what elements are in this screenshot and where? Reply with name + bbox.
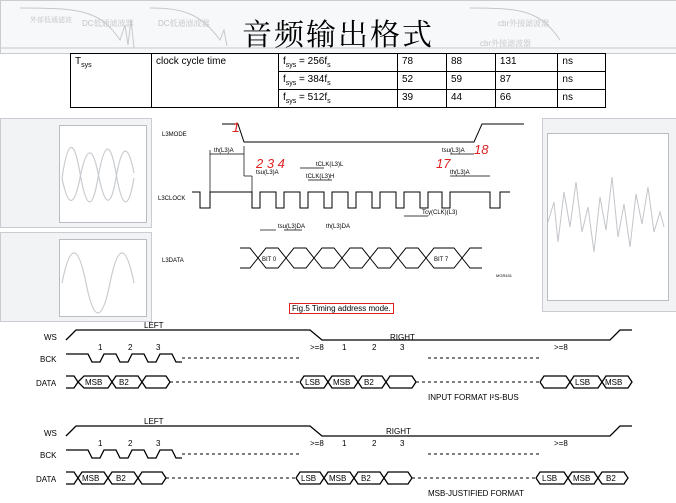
condition-cell: $f_{sys} = 512f_s$ — [279, 90, 398, 108]
figure-code: MGR431 — [496, 273, 513, 278]
bg-label-4: cbr外接滤波器 — [498, 19, 550, 28]
msbj-b2-1: B2 — [116, 474, 126, 483]
msbj-bck-waveform — [66, 450, 182, 458]
msbj-data-label: DATA — [36, 475, 57, 484]
l3clock-label: L3CLOCK — [158, 196, 186, 202]
max-cell: 87 — [495, 72, 557, 90]
timing-caption: Fig.5 Timing address mode. — [289, 303, 394, 314]
bg-label-5: cbr外接滤波器 — [480, 39, 532, 48]
bit7-label: BIT 7 — [434, 257, 449, 263]
i2s-b2-1: B2 — [119, 378, 129, 387]
msbj-bit-3: 3 — [156, 439, 161, 448]
l3mode-label: L3MODE — [162, 132, 187, 138]
param-cell: $T_{sys}$ — [71, 54, 152, 108]
i2s-bit-3b: 3 — [400, 343, 405, 352]
i2s-right-label: RIGHT — [390, 333, 415, 342]
msbj-msb-1: MSB — [82, 474, 100, 483]
handwritten-note-1: 1 — [232, 119, 240, 135]
handwritten-note-3: 17 — [436, 156, 451, 171]
msbj-ge8-2: >=8 — [554, 439, 568, 448]
page-title: 音频输出格式 — [242, 18, 434, 53]
i2s-bck-waveform — [66, 354, 182, 362]
i2s-msb-3: MSB — [605, 378, 623, 387]
msbj-lsb-1: LSB — [301, 474, 317, 483]
bg-label-2: DC低通滤波器 — [82, 19, 134, 28]
i2s-left-label: LEFT — [144, 321, 164, 330]
audio-format-diagrams — [0, 318, 676, 503]
bg-label-3: DC低通滤波器 — [158, 19, 210, 28]
typ-cell: 88 — [446, 54, 495, 72]
bit0-label: BIT 0 — [262, 257, 277, 263]
max-cell: 131 — [495, 54, 557, 72]
condition-cell: $f_{sys} = 384f_s$ — [279, 72, 398, 90]
i2s-ws-label: WS — [44, 333, 57, 342]
msbj-ge8-1: >=8 — [310, 439, 324, 448]
msbj-b2-3: B2 — [606, 474, 616, 483]
msbj-right-label: RIGHT — [386, 427, 411, 436]
l3mode-waveform — [222, 124, 524, 142]
min-cell: 39 — [398, 90, 447, 108]
i2s-ge8-1: >=8 — [310, 343, 324, 352]
min-cell: 78 — [398, 54, 447, 72]
i2s-bit-3: 3 — [156, 343, 161, 352]
msbj-lsb-2: LSB — [542, 474, 558, 483]
msbj-left-label: LEFT — [144, 417, 164, 426]
bg-right-noise — [546, 132, 666, 298]
i2s-msb-1: MSB — [85, 378, 103, 387]
msbj-bck-label: BCK — [40, 451, 57, 460]
unit-cell: ns — [558, 72, 606, 90]
i2s-bit-2b: 2 — [372, 343, 377, 352]
t-clk-l3h: tCLK(L3)H — [306, 174, 335, 180]
i2s-lsb-1: LSB — [305, 378, 321, 387]
l3data-label: L3DATA — [162, 258, 184, 264]
min-cell: 52 — [398, 72, 447, 90]
i2s-format-label: INPUT FORMAT I²S-BUS — [428, 393, 519, 402]
msbj-msb-2: MSB — [329, 474, 347, 483]
bg-label-1: 外部低通滤波 — [30, 17, 72, 24]
i2s-b2-2: B2 — [364, 378, 374, 387]
condition-cell: $f_{sys} = 256f_s$ — [279, 54, 398, 72]
i2s-ws-waveform — [66, 330, 632, 340]
i2s-bit-2: 2 — [128, 343, 133, 352]
handwritten-note-2: 2 3 4 — [256, 156, 285, 171]
i2s-bit-1b: 1 — [342, 343, 347, 352]
msbj-msb-3: MSB — [573, 474, 591, 483]
table-row — [71, 54, 606, 72]
t-clk-l3l: tCLK(L3)L — [316, 162, 344, 168]
i2s-bck-label: BCK — [40, 355, 57, 364]
msbj-bit-1: 1 — [98, 439, 103, 448]
typ-cell: 59 — [446, 72, 495, 90]
max-cell: 66 — [495, 90, 557, 108]
msbj-b2-2: B2 — [361, 474, 371, 483]
t-su-l3a-2: tsu(L3)A — [442, 148, 465, 154]
msbj-ws-waveform — [66, 426, 632, 436]
unit-cell: ns — [558, 90, 606, 108]
i2s-lsb-2: LSB — [575, 378, 591, 387]
i2s-bit-1: 1 — [98, 343, 103, 352]
i2s-data-label: DATA — [36, 379, 57, 388]
bg-left-sine-waves — [58, 118, 148, 318]
t-cy-clk: Tcy(CLK)(L3) — [422, 210, 458, 216]
t-su-l3a-1: tsu(L3)A — [256, 170, 279, 176]
handwritten-note-4: 18 — [474, 142, 489, 157]
msbj-bit-2b: 2 — [372, 439, 377, 448]
unit-cell: ns — [558, 54, 606, 72]
i2s-msb-2: MSB — [333, 378, 351, 387]
spec-table — [70, 53, 606, 108]
typ-cell: 44 — [446, 90, 495, 108]
msbj-bit-1b: 1 — [342, 439, 347, 448]
msbj-bit-3b: 3 — [400, 439, 405, 448]
l3-timing-diagram — [152, 112, 542, 302]
i2s-ge8-2: >=8 — [554, 343, 568, 352]
t-h-l3da: th(L3)DA — [326, 224, 351, 230]
msbj-bit-2: 2 — [128, 439, 133, 448]
l3clock-waveform — [192, 192, 510, 208]
msbj-format-label: MSB-JUSTIFIED FORMAT — [428, 489, 524, 498]
t-h-l3a-2: th(L3)A — [450, 170, 470, 176]
t-su-l3da: tsu(L3)DA — [278, 224, 306, 230]
description-cell: clock cycle time — [152, 54, 279, 108]
msbj-ws-label: WS — [44, 429, 57, 438]
t-h-l3a-1: th(L3)A — [214, 148, 234, 154]
